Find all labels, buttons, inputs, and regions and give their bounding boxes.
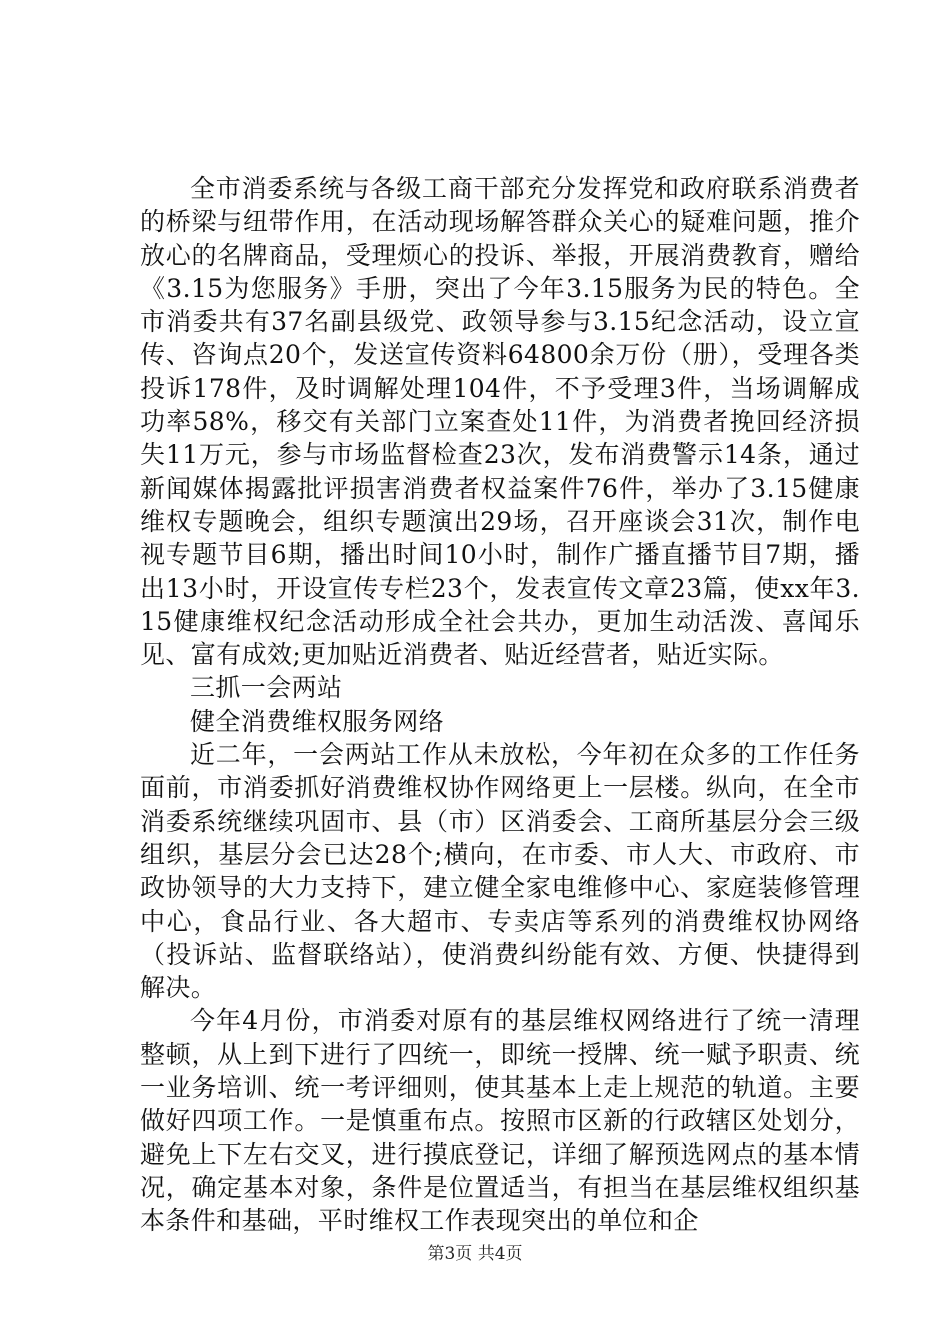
section-heading: 三抓一会两站 — [190, 673, 343, 703]
paragraph-network-building: 近二年，一会两站工作从未放松，今年初在众多的工作任务面前，市消委抓好消费维权协作网络更上一层楼。纵向，在全市消委系统继续巩固市、县（市）区消委会、工商所基层分会三级组织，基层分会已达28个;横向，在市委、市人大、市政府、市政协领导的大力支持下，建立健全家电维修中心、家庭装修管理中心，食品行业、各大超市、专卖店等系列的消费维权协网络（投诉站、监督联络站），使消费纠纷能有效、方便、快捷得到解决。 — [140, 740, 860, 1003]
document-body — [140, 172, 860, 1238]
section-subheading: 健全消费维权服务网络 — [190, 706, 445, 736]
paragraph-activities-summary: 全市消委系统与各级工商干部充分发挥党和政府联系消费者的桥梁与纽带作用，在活动现场解答群众关心的疑难问题，推介放心的名牌商品，受理烦心的投诉、举报，开展消费教育，赠给《3.15为您服务》手册，突出了今年3.15服务为民的特色。全市消委共有37名副县级党、政领导参与3.15纪念活动，设立宣传、咨询点20个，发送宣传资料64800余万份（册），受理各类投诉178件，及时调解处理104件，不予受理3件，当场调解成功率58%，移交有关部门立案查处11件，为消费者挽回经济损失11万元，参与市场监督检查23次，发布消费警示14条，通过新闻媒体揭露批评损害消费者权益案件76件，举办了3.15健康维权专题晚会，组织专题演出29场，召开座谈会31次，制作电视专题节目6期，播出时间10小时，制作广播直播节目7期，播出13小时，开设宣传专栏23个，发表宣传文章23篇，使xx年3.15健康维权纪念活动形成全社会共办，更加生动活泼、喜闻乐见、富有成效;更加贴近消费者、贴近经营者，贴近实际。 — [140, 174, 860, 670]
paragraph-network-rectification: 今年4月份，市消委对原有的基层维权网络进行了统一清理整顿，从上到下进行了四统一，即统一授牌、统一赋予职责、统一业务培训、统一考评细则，使其基本上走上规范的轨道。主要做好四项工作。一是慎重布点。按照市区新的行政辖区处划分，避免上下左右交叉，进行摸底登记，详细了解预选网点的基本情况，确定基本对象，条件是位置适当，有担当在基层维权组织基本条件和基础，平时维权工作表现突出的单位和企 — [140, 1006, 860, 1236]
page-footer: 第3页 共4页 — [427, 1244, 523, 1264]
